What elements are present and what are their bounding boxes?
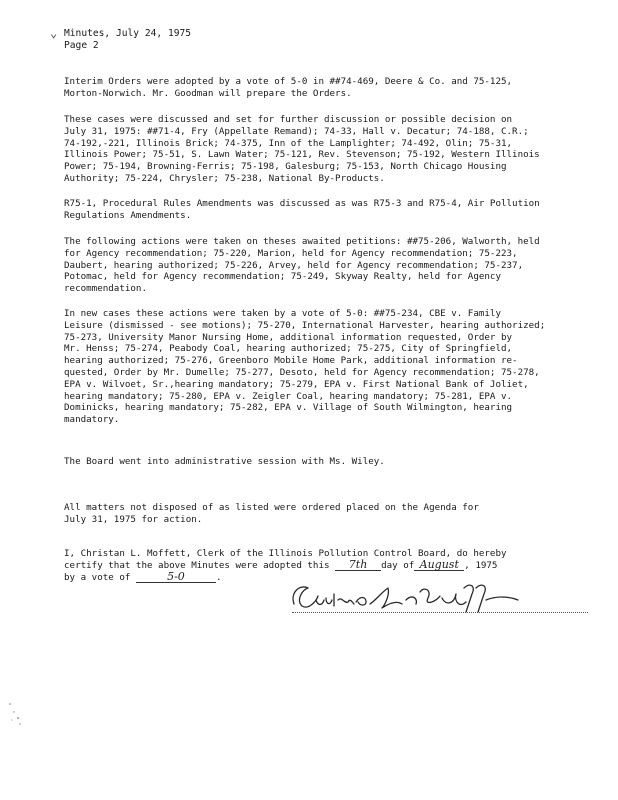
cert-line-1: I, Christan L. Moffett, Clerk of the Illinois Pollution Control Board, do hereby (64, 548, 507, 559)
text-line: Interim Orders were adopted by a vote of 5-0 in ##74-469, Deere & Co. and 75-125, (64, 76, 513, 87)
text-line: hearing authorized; 75-276, Greenboro Mobile Home Park, additional information re- (64, 355, 518, 367)
cert-text: . (215, 571, 222, 583)
paragraph-procedural-rules (64, 198, 594, 222)
text-line: The following actions were taken on theses awaited petitions: ##75-206, Walworth, held (64, 236, 540, 247)
header-page-number: Page 2 (64, 40, 99, 51)
text-line: EPA v. Wilvoet, Sr.,hearing mandatory; 75-279, EPA v. First National Bank of Joliet, (64, 378, 529, 390)
signature-line (292, 612, 588, 613)
cert-text: day of (381, 559, 415, 571)
text-line: 75-273, University Manor Nursing Home, additional information requested, Order by (64, 331, 513, 343)
text-line: Potomac, held for Agency recommendation; 75-249, Skyway Realty, held for Agency (64, 271, 501, 283)
paragraph-agenda (64, 502, 594, 526)
text-line: Leisure (dismissed - see motions); 75-270, International Harvester, hearing authorized; (64, 319, 546, 331)
text-line: Regulations Amendments. (64, 209, 192, 221)
paragraph-new-cases (64, 308, 594, 426)
paragraph-interim-orders (64, 76, 594, 100)
text-line: mandatory. (64, 414, 120, 426)
vote-field: 5-0 (136, 572, 216, 583)
header-date-line: Minutes, July 24, 1975 (64, 28, 192, 39)
cert-line-2 (64, 557, 604, 572)
text-line: Dominicks, hearing mandatory; 75-282, EPA v. Village of South Wilmington, hearing (64, 402, 513, 414)
text-line: In new cases these actions were taken by a vote of 5-0: ##75-234, CBE v. Family (64, 308, 501, 319)
text-line: All matters not disposed of as listed were ordered placed on the Agenda for (64, 502, 479, 513)
paragraph-awaited-petitions (64, 236, 594, 295)
text-line: These cases were discussed and set for further discussion or possible decision on (64, 114, 513, 125)
text-line: The Board went into administrative session with Ms. Wiley. (64, 456, 385, 467)
text-line: Mr. Henss; 75-274, Peabody Coal, hearing authorized; 75-275, City of Springfield, (64, 343, 513, 355)
adopted-month-field: August (414, 560, 464, 571)
scan-mark: ⌄ (50, 26, 58, 40)
text-line: July 31, 1975: ##71-4, Fry (Appellate Remand); 74-33, Hall v. Decatur; 74-188, C.R.; (64, 125, 529, 137)
cert-text: by a vote of (64, 571, 131, 583)
paragraph-administrative-session (64, 456, 594, 468)
paragraph-cases-discussed (64, 114, 594, 185)
text-line: Daubert, hearing authorized; 75-226, Arvey, held for Agency recommendation; 75-237, (64, 259, 524, 271)
text-line: for Agency recommendation; 75-220, Marion, held for Agency recommendation; 75-223, (64, 247, 518, 259)
adopted-day-field: 7th (335, 560, 381, 571)
text-line: Authority; 75-224, Chrysler; 75-238, National By-Products. (64, 172, 385, 184)
text-line: Illinois Power; 75-51, S. Lawn Water; 75-121, Rev. Stevenson; 75-192, Western Illinois (64, 149, 540, 161)
text-line: quested, Order by Mr. Dumelle; 75-277, Desoto, held for Agency recommendation; 75-278, (64, 366, 540, 378)
text-line: 74-192,-221, Illinois Brick; 74-375, Inn of the Lamplighter; 74-492, Olin; 75-31, (64, 137, 513, 149)
text-line: R75-1, Procedural Rules Amendments was discussed as was R75-3 and R75-4, Air Pollution (64, 198, 540, 209)
text-line: July 31, 1975 for action. (64, 513, 203, 525)
scan-specks (6, 700, 26, 730)
text-line: recommendation. (64, 283, 147, 295)
text-line: Morton-Norwich. Mr. Goodman will prepare the Orders. (64, 87, 352, 99)
text-line: Power; 75-194, Browning-Ferris; 75-198, Galesburg; 75-153, North Chicago Housing (64, 161, 507, 173)
cert-text: certify that the above Minutes were adopted this (64, 559, 330, 571)
cert-text: , 1975 (464, 559, 498, 571)
text-line: hearing mandatory; 75-280, EPA v. Zeigler Coal, hearing mandatory; 75-281, EPA v. (64, 390, 513, 402)
